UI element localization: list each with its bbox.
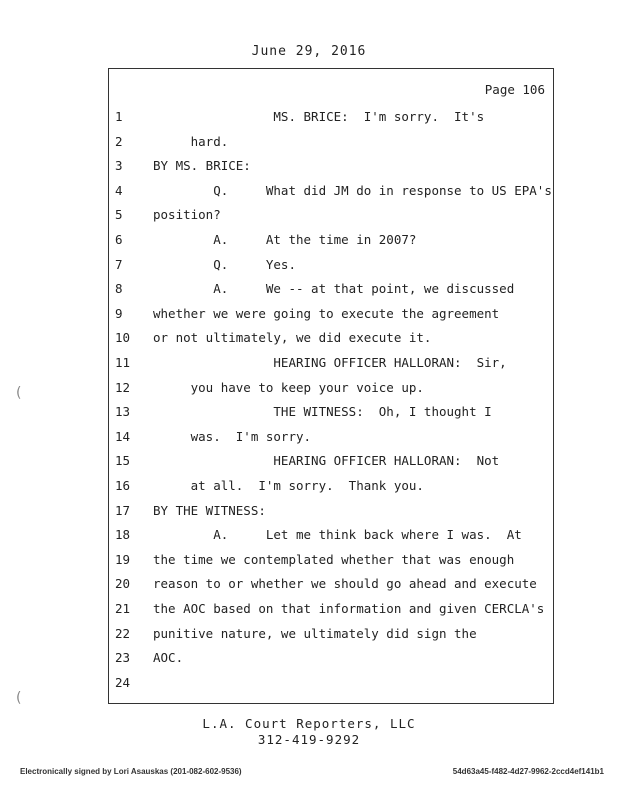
line-number: 11 xyxy=(115,355,131,370)
transcript-line xyxy=(109,502,549,520)
transcript-line xyxy=(109,256,549,274)
line-number: 16 xyxy=(115,478,131,493)
transcript-line xyxy=(109,477,549,495)
electronic-signature-note: Electronically signed by Lori Asauskas (201-082-602-9536) xyxy=(20,767,242,776)
transcript-date: June 29, 2016 xyxy=(251,44,367,59)
transcript-line xyxy=(109,428,549,446)
line-number: 7 xyxy=(115,256,123,272)
line-number: 6 xyxy=(115,232,123,247)
line-number: 17 xyxy=(115,502,131,518)
line-text: MS. BRICE: I'm sorry. It's xyxy=(153,109,485,124)
line-text: position? xyxy=(153,207,221,223)
transcript-line xyxy=(109,674,549,692)
transcript-line xyxy=(109,551,549,569)
line-number: 8 xyxy=(115,281,123,297)
line-number: 20 xyxy=(115,576,131,592)
transcript-line xyxy=(109,452,549,470)
document-hash: 54d63a45-f482-4d27-9962-2ccd4ef141b1 xyxy=(452,767,604,776)
line-text: HEARING OFFICER HALLORAN: Not xyxy=(153,453,500,469)
line-number: 10 xyxy=(115,330,131,346)
transcript-line xyxy=(109,206,549,224)
line-number: 23 xyxy=(115,650,131,666)
transcript-line xyxy=(109,600,549,618)
line-text: Q. What did JM do in response to US EPA's xyxy=(153,182,552,198)
line-number: 19 xyxy=(115,551,131,567)
transcript-line xyxy=(109,231,549,249)
transcript-line xyxy=(109,108,549,126)
line-number: 1 xyxy=(115,109,123,124)
line-number: 4 xyxy=(115,182,123,198)
transcript-page-frame xyxy=(108,68,554,704)
transcript-line xyxy=(109,625,549,643)
line-text: you have to keep your voice up. xyxy=(153,379,424,395)
line-number: 3 xyxy=(115,158,123,174)
transcript-line xyxy=(109,133,549,151)
line-text: AOC. xyxy=(153,650,184,666)
court-reporter-phone: 312-419-9292 xyxy=(257,732,361,747)
line-text: THE WITNESS: Oh, I thought I xyxy=(153,404,492,420)
transcript-line xyxy=(109,280,549,298)
line-number: 21 xyxy=(115,601,131,616)
line-text: hard. xyxy=(153,133,229,149)
punch-hole-mark-icon: ( xyxy=(16,690,22,706)
line-number: 5 xyxy=(115,207,123,223)
line-number: 14 xyxy=(115,428,131,444)
court-reporter-name: L.A. Court Reporters, LLC xyxy=(202,716,416,731)
transcript-line xyxy=(109,575,549,593)
line-number: 12 xyxy=(115,379,131,395)
line-text: at all. I'm sorry. Thank you. xyxy=(153,478,424,493)
transcript-line xyxy=(109,649,549,667)
page-number: Page 106 xyxy=(484,82,545,97)
line-number: 2 xyxy=(115,133,123,149)
line-text: was. I'm sorry. xyxy=(153,428,312,444)
transcript-line xyxy=(109,329,549,347)
transcript-line xyxy=(109,379,549,397)
transcript-line xyxy=(109,354,549,372)
line-number: 9 xyxy=(115,305,123,321)
line-text: or not ultimately, we did execute it. xyxy=(153,330,432,346)
line-text: whether we were going to execute the agreement xyxy=(153,305,500,321)
line-text: Q. Yes. xyxy=(153,256,296,272)
line-text: BY MS. BRICE: xyxy=(153,158,251,174)
line-number: 24 xyxy=(115,674,131,690)
line-text: A. At the time in 2007? xyxy=(153,232,417,247)
line-text: HEARING OFFICER HALLORAN: Sir, xyxy=(153,355,507,370)
line-text: reason to or whether we should go ahead and execute xyxy=(153,576,537,592)
line-number: 15 xyxy=(115,453,131,469)
line-number: 22 xyxy=(115,625,131,641)
line-text: punitive nature, we ultimately did sign the xyxy=(153,625,477,641)
transcript-line xyxy=(109,526,549,544)
line-text: BY THE WITNESS: xyxy=(153,502,266,518)
transcript-line xyxy=(109,182,552,200)
line-number: 13 xyxy=(115,404,131,420)
transcript-line xyxy=(109,403,549,421)
punch-hole-mark-icon: ( xyxy=(16,385,22,401)
line-text: A. Let me think back where I was. At xyxy=(153,527,522,543)
line-text: A. We -- at that point, we discussed xyxy=(153,281,515,297)
line-number: 18 xyxy=(115,527,131,543)
line-text: the time we contemplated whether that was enough xyxy=(153,551,515,567)
transcript-line xyxy=(109,157,549,175)
line-text: the AOC based on that information and given CERCLA's xyxy=(153,601,545,616)
transcript-line xyxy=(109,305,549,323)
